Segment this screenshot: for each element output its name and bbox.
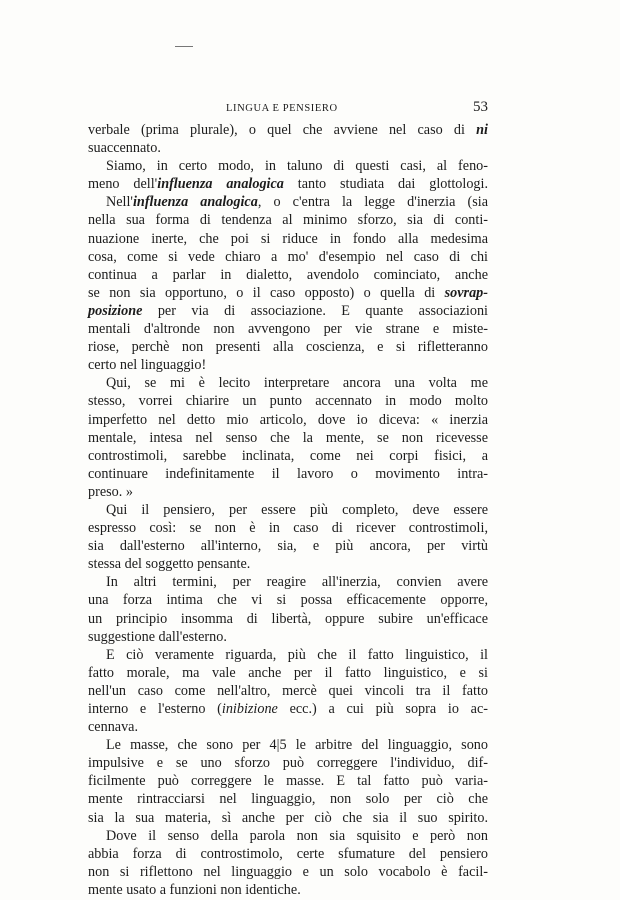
text-line bbox=[88, 302, 488, 320]
text-fragment: cennava. bbox=[88, 719, 139, 736]
text-line bbox=[88, 465, 488, 483]
text-line bbox=[88, 338, 488, 356]
text-fragment: cosa, come si vede chiaro a mo' d'esempio nel caso di chi bbox=[88, 248, 488, 265]
text-line bbox=[88, 628, 488, 646]
text-fragment: continuare indefinitamente il lavoro o movimento intra- bbox=[88, 465, 488, 482]
emphasized-text: influenza analogica bbox=[157, 176, 284, 193]
text-fragment: Qui il pensiero, per essere più completo, deve essere bbox=[106, 501, 488, 518]
text-fragment: riose, perchè non presenti alla coscienza, e si rifletteranno bbox=[88, 339, 488, 356]
text-fragment: stesso, vorrei chiarire un punto accennato in modo molto bbox=[88, 393, 488, 410]
text-line bbox=[88, 573, 488, 591]
text-line bbox=[88, 193, 488, 211]
text-line bbox=[88, 519, 488, 537]
text-line bbox=[88, 863, 488, 881]
text-fragment: impulsive e se uno sforzo può correggere l'individuo, dif- bbox=[88, 755, 488, 772]
text-fragment: nell'un caso come nell'altro, mercè quei vincoli tra il fatto bbox=[88, 682, 488, 699]
text-line bbox=[88, 772, 488, 790]
text-line bbox=[88, 374, 488, 392]
text-fragment: non si riflettono nel linguaggio e un solo vocabolo è facil- bbox=[88, 863, 488, 880]
text-fragment: imperfetto nel detto mio articolo, dove io diceva: « inerzia bbox=[88, 411, 488, 428]
text-line bbox=[88, 754, 488, 772]
text-line bbox=[88, 248, 488, 266]
text-line bbox=[88, 646, 488, 664]
text-line bbox=[88, 555, 488, 573]
text-fragment: sia dall'esterno all'interno, sia, e più ancora, per virtù bbox=[88, 538, 488, 555]
text-fragment: Dove il senso della parola non sia squisito e però non bbox=[106, 827, 488, 844]
text-fragment: mente usato a funzioni non identiche. bbox=[88, 881, 301, 898]
text-line bbox=[88, 447, 488, 465]
emphasized-text: ni bbox=[476, 122, 488, 138]
page-header bbox=[88, 100, 488, 120]
text-fragment: se non sia opportuno, o il caso opposto) o quella di bbox=[88, 284, 445, 301]
text-line bbox=[88, 591, 488, 609]
text-line bbox=[88, 809, 488, 827]
text-line bbox=[88, 664, 488, 682]
text-line bbox=[88, 121, 488, 139]
text-line bbox=[88, 682, 488, 700]
text-fragment: preso. » bbox=[88, 483, 133, 500]
text-fragment: certo nel linguaggio! bbox=[88, 357, 207, 374]
text-fragment: mente rintracciarsi nel linguaggio, non solo per ciò che bbox=[88, 791, 488, 808]
text-fragment: espresso così: se non è in caso di ricever controstimoli, bbox=[88, 520, 488, 537]
text-line bbox=[88, 845, 488, 863]
text-line bbox=[88, 392, 488, 410]
text-fragment: E ciò veramente riguarda, più che il fatto linguistico, il bbox=[106, 646, 488, 663]
text-fragment: suaccennato. bbox=[88, 140, 161, 157]
text-fragment: un principio insomma di libertà, oppure subire un'efficace bbox=[88, 610, 488, 627]
text-fragment: , o c'entra la legge d'inerzia (sia bbox=[257, 194, 488, 211]
text-line bbox=[88, 266, 488, 284]
text-fragment: meno dell' bbox=[88, 176, 158, 193]
text-fragment: continua a parlar in dialetto, avendolo cominciato, anche bbox=[88, 266, 488, 283]
text-fragment: una forza intima che vi si possa efficacemente opporre, bbox=[88, 592, 488, 609]
text-line bbox=[88, 429, 488, 447]
running-title: LINGUA E PENSIERO bbox=[226, 103, 338, 114]
text-line bbox=[88, 790, 488, 808]
text-line bbox=[88, 157, 488, 175]
text-fragment: per via di associazione. E quante associazioni bbox=[142, 302, 488, 319]
text-line bbox=[88, 356, 488, 374]
text-fragment: mentale, intesa nel senso che la mente, se non ricevesse bbox=[88, 429, 488, 446]
text-line bbox=[88, 736, 488, 754]
text-fragment: In altri termini, per reagire all'inerzia, convien avere bbox=[106, 574, 488, 591]
emphasized-text: inibizione bbox=[221, 701, 278, 717]
stray-ink-mark bbox=[175, 46, 193, 47]
emphasized-text: sovrap- bbox=[444, 284, 488, 301]
text-line bbox=[88, 284, 488, 302]
text-line bbox=[88, 483, 488, 501]
text-line bbox=[88, 610, 488, 628]
text-fragment: Siamo, in certo modo, in taluno di questi casi, al feno- bbox=[106, 158, 488, 175]
text-fragment: abbia forza di controstimolo, certe sfumature del pensiero bbox=[88, 845, 488, 862]
text-fragment: interno e l'esterno ( bbox=[88, 701, 222, 717]
text-fragment: Le masse, che sono per 4|5 le arbitre del linguaggio, sono bbox=[106, 737, 488, 754]
text-fragment: ficilmente può correggere le masse. E tal fatto può varia- bbox=[88, 773, 488, 790]
text-line bbox=[88, 501, 488, 519]
text-fragment: nella sua forma di tendenza al minimo sforzo, sia di conti- bbox=[88, 212, 488, 229]
text-line bbox=[88, 139, 488, 157]
text-fragment: verbale (prima plurale), o quel che avviene nel caso di bbox=[88, 122, 477, 138]
text-fragment: tanto studiata dai glottologi. bbox=[283, 176, 488, 193]
text-line bbox=[88, 320, 488, 338]
text-line bbox=[88, 175, 488, 193]
text-fragment: stessa del soggetto pensante. bbox=[88, 556, 251, 573]
text-line bbox=[88, 411, 488, 429]
text-line bbox=[88, 537, 488, 555]
emphasized-text: posizione bbox=[88, 302, 143, 319]
text-line bbox=[88, 230, 488, 248]
text-fragment: Nell' bbox=[106, 194, 133, 211]
text-line bbox=[88, 827, 488, 845]
text-fragment: mentali d'altronde non avvengono per vie strane e miste- bbox=[88, 321, 488, 338]
text-fragment: fatto morale, ma vale anche per il fatto linguistico, e si bbox=[88, 664, 488, 681]
text-line bbox=[88, 211, 488, 229]
text-fragment: nuazione inerte, che poi si riduce in fondo alla medesima bbox=[88, 230, 488, 247]
text-fragment: controstimoli, sarebbe inclinata, come nei corpi fisici, a bbox=[88, 447, 488, 464]
emphasized-text: influenza analogica bbox=[132, 194, 258, 211]
text-line bbox=[88, 700, 488, 718]
text-line bbox=[88, 881, 488, 899]
text-fragment: suggestione dall'esterno. bbox=[88, 628, 227, 645]
page-number: 53 bbox=[473, 99, 488, 115]
text-fragment: ecc.) a cui più sopra io ac- bbox=[277, 701, 488, 717]
text-line bbox=[88, 718, 488, 736]
body-text bbox=[88, 121, 488, 899]
text-fragment: sia la sua materia, sì anche per ciò che sia il suo spirito. bbox=[88, 809, 488, 826]
text-fragment: Qui, se mi è lecito interpretare ancora una volta me bbox=[106, 375, 488, 392]
